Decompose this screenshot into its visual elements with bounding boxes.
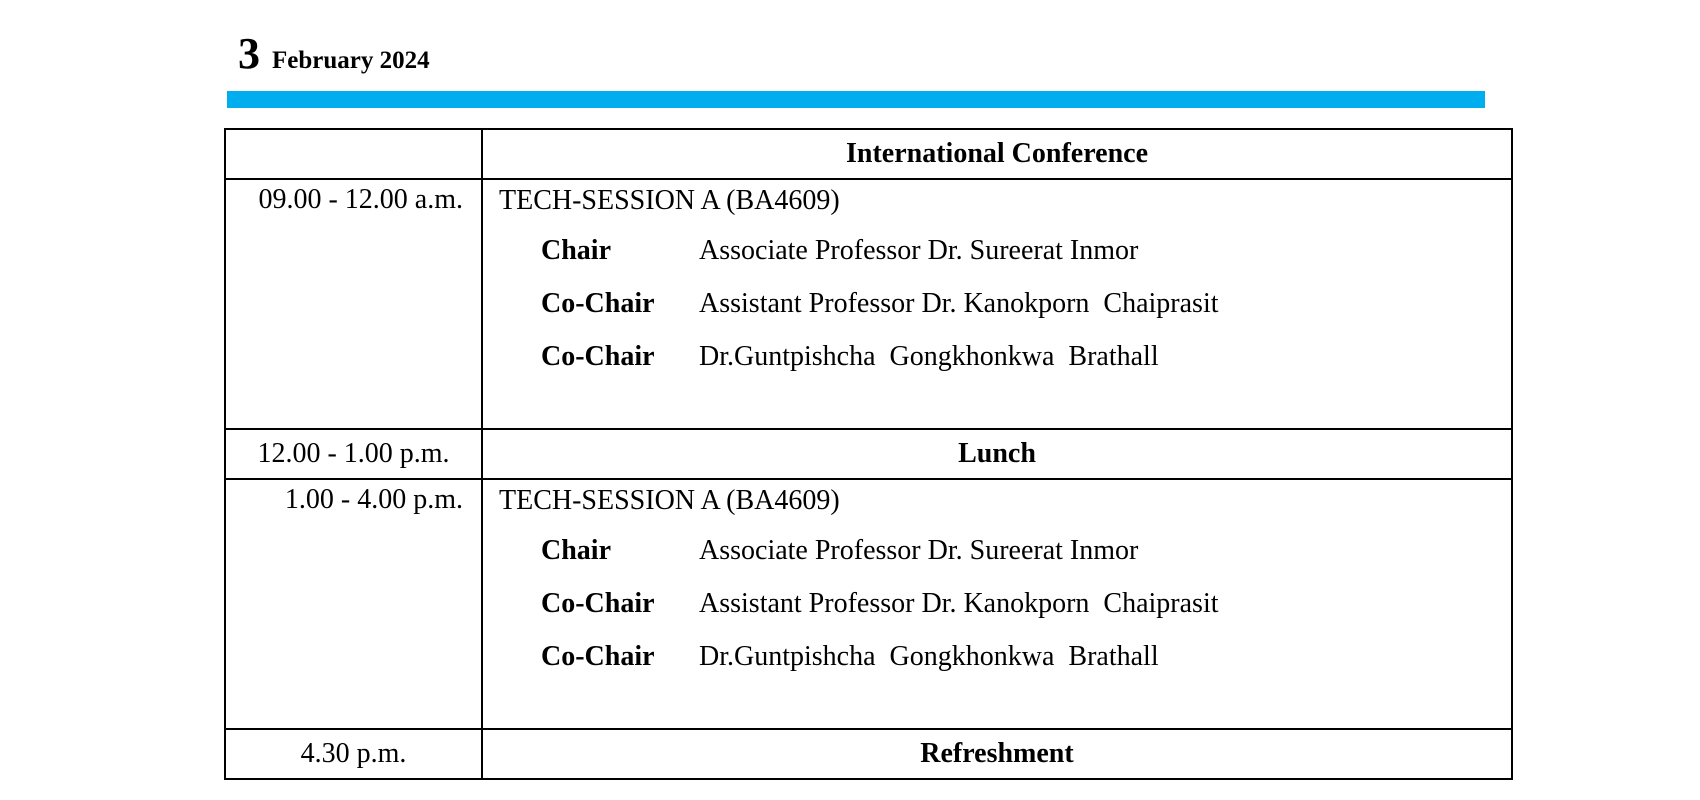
morning-chair-line	[541, 235, 1511, 288]
morning-cochair-line-1	[541, 288, 1511, 341]
role-name: Dr.Guntpishcha Gongkhonkwa Brathall	[699, 341, 1159, 372]
role-label: Co-Chair	[541, 288, 655, 319]
morning-time: 09.00 - 12.00 a.m.	[225, 179, 482, 429]
table-header-row	[225, 129, 1512, 179]
role-label: Co-Chair	[541, 641, 655, 672]
role-name: Assistant Professor Dr. Kanokporn Chaiprasit	[699, 288, 1219, 319]
accent-bar	[227, 91, 1485, 108]
lunch-time: 12.00 - 1.00 p.m.	[225, 429, 482, 479]
morning-session-row	[225, 179, 1512, 429]
role-label: Chair	[541, 535, 611, 566]
role-name: Dr.Guntpishcha Gongkhonkwa Brathall	[699, 641, 1159, 672]
role-label: Co-Chair	[541, 341, 655, 372]
morning-cochair-line-2	[541, 341, 1511, 394]
morning-session-title: TECH-SESSION A (BA4609)	[499, 185, 840, 216]
schedule-table	[224, 128, 1513, 780]
role-label: Chair	[541, 235, 611, 266]
refreshment-row	[225, 729, 1512, 779]
afternoon-cochair-line-1	[541, 588, 1511, 641]
date-month-year: February 2024	[272, 47, 430, 74]
afternoon-chair-line	[541, 535, 1511, 588]
afternoon-session-row	[225, 479, 1512, 729]
refreshment-label: Refreshment	[482, 729, 1512, 779]
afternoon-session-cell	[482, 479, 1512, 729]
afternoon-session-title: TECH-SESSION A (BA4609)	[499, 485, 840, 516]
refreshment-time: 4.30 p.m.	[225, 729, 482, 779]
empty-header-cell	[225, 129, 482, 179]
role-name: Associate Professor Dr. Sureerat Inmor	[699, 235, 1139, 266]
conference-title: International Conference	[482, 129, 1512, 179]
afternoon-cochair-line-2	[541, 641, 1511, 694]
role-label: Co-Chair	[541, 588, 655, 619]
role-name: Associate Professor Dr. Sureerat Inmor	[699, 535, 1139, 566]
date-day: 3	[238, 29, 260, 78]
date-heading	[238, 28, 430, 79]
role-name: Assistant Professor Dr. Kanokporn Chaiprasit	[699, 588, 1219, 619]
afternoon-time: 1.00 - 4.00 p.m.	[225, 479, 482, 729]
morning-session-cell	[482, 179, 1512, 429]
lunch-label: Lunch	[482, 429, 1512, 479]
lunch-row	[225, 429, 1512, 479]
